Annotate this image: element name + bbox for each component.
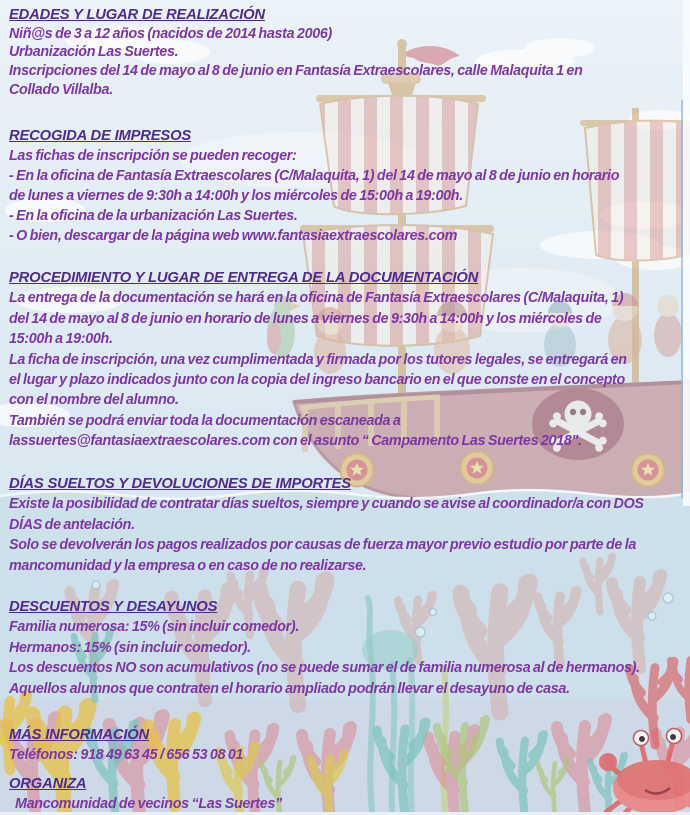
section-heading: PROCEDIMIENTO Y LUGAR DE ENTREGA DE LA DOCUMENTACIÓN <box>9 270 479 286</box>
section-heading: EDADES Y LUGAR DE REALIZACIÓN <box>9 7 265 23</box>
section-heading: RECOGIDA DE IMPRESOS <box>9 128 192 144</box>
section-heading: MÁS INFORMACIÓN <box>9 727 150 743</box>
text-line: La ficha de inscripción, una vez cumplimentada y firmada por los tutores legales, se entregará en <box>9 351 627 368</box>
section-descuentos <box>9 597 689 699</box>
text-line: Solo se devolverán los pagos realizados por causas de fuerza mayor previo estudio por parte de la <box>9 537 637 554</box>
text-line: - O bien, descargar de la página web www.fantasiaextraescolares.com <box>9 228 458 245</box>
text-line: del 14 de mayo al 8 de junio en horario de lunes a viernes de 9:30h a 14:00h y los miércoles de <box>9 310 602 327</box>
text-line: Urbanización Las Suertes. <box>9 44 179 61</box>
section-edades <box>9 6 689 100</box>
text-line: DÍAS de antelación. <box>9 516 135 533</box>
text-line: - En la oficina de Fantasía Extraescolares (C/Malaquita, 1) del 14 de mayo al 8 de junio en horario <box>9 168 620 185</box>
text-line: Inscripciones del 14 de mayo al 8 de junio en Fantasía Extraescolares, calle Malaquita 1 en <box>9 63 583 80</box>
text-line: Los descuentos NO son acumulativos (no se puede sumar el de familia numerosa al de hermanos). <box>9 660 640 677</box>
section-heading: DÍAS SUELTOS Y DEVOLUCIONES DE IMPORTES <box>9 476 351 492</box>
text-line: La entrega de la documentación se hará en la oficina de Fantasía Extraescolares (C/Malaquita, 1) <box>9 290 624 307</box>
text-line: Aquellos alumnos que contraten el horario ampliado podrán llevar el desayuno de casa. <box>9 680 570 697</box>
organizer-name: Mancomunidad de vecinos “Las Suertes” <box>15 796 282 813</box>
text-line: el lugar y plazo indicados junto con la copia del ingreso bancario en el que conste en el concepto <box>9 372 625 389</box>
phone-numbers: Teléfonos: 918 49 63 45 / 656 53 08 01 <box>9 747 244 764</box>
text-line: - En la oficina de la urbanización Las Suertes. <box>9 208 298 225</box>
section-recogida <box>9 126 689 247</box>
section-heading: DESCUENTOS Y DESAYUNOS <box>9 599 218 615</box>
section-dias-sueltos <box>9 474 689 576</box>
text-line: 15:00h a 19:00h. <box>9 331 113 348</box>
text-line: Familia numerosa: 15% (sin incluir comedor). <box>9 619 300 636</box>
text-line: mancomunidad y la empresa o en caso de no realizarse. <box>9 557 367 574</box>
section-organiza <box>9 774 689 815</box>
section-mas-informacion <box>9 725 689 766</box>
text-line: Existe la posibilidad de contratar días sueltos, siempre y cuando se avise al coordinador/a con DOS <box>9 496 644 513</box>
text-line: Las fichas de inscripción se pueden recoger: <box>9 148 297 165</box>
text-line: de lunes a viernes de 9:30h a 14:00h y los miércoles de 15:00h a 19:00h. <box>9 188 463 205</box>
section-procedimiento <box>9 268 689 452</box>
text-line: Niñ@s de 3 a 12 años (nacidos de 2014 hasta 2006) <box>9 25 332 42</box>
text-line: lassuertes@fantasiaextraescolares.com con el asunto “ Campamento Las Suertes 2018". <box>9 433 582 450</box>
text-line: También se podrá enviar toda la documentación escaneada a <box>9 412 401 429</box>
section-heading: ORGANIZA <box>9 776 87 792</box>
text-line: con el nombre del alumno. <box>9 392 179 409</box>
text-line: Hermanos: 15% (sin incluir comedor). <box>9 639 251 656</box>
text-line: Collado Villalba. <box>9 81 113 98</box>
